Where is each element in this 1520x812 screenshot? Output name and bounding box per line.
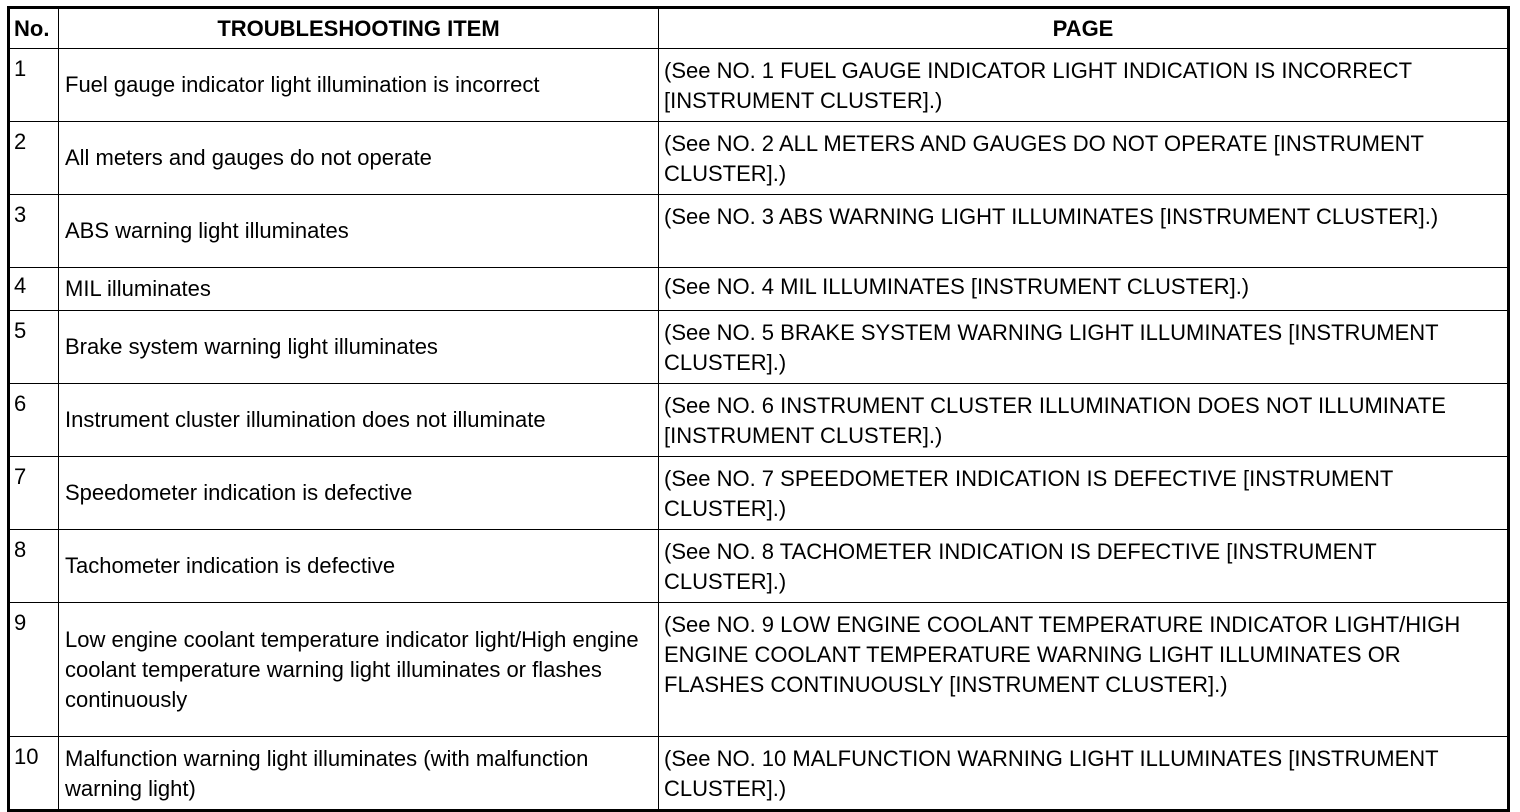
troubleshooting-item: Malfunction warning light illuminates (with malfunction warning light) — [59, 737, 659, 811]
row-number: 5 — [9, 311, 59, 384]
page-reference: (See NO. 10 MALFUNCTION WARNING LIGHT ILLUMINATES [INSTRUMENT CLUSTER].) — [659, 737, 1509, 811]
table-row — [9, 737, 1509, 811]
troubleshooting-item: All meters and gauges do not operate — [59, 122, 659, 195]
table-row — [9, 530, 1509, 603]
header-no: No. — [9, 8, 59, 49]
troubleshooting-item: Low engine coolant temperature indicator light/High engine coolant temperature warning light illuminates or flashes continuously — [59, 603, 659, 737]
table-row — [9, 122, 1509, 195]
row-number: 2 — [9, 122, 59, 195]
row-number: 9 — [9, 603, 59, 737]
page-reference: (See NO. 7 SPEEDOMETER INDICATION IS DEFECTIVE [INSTRUMENT CLUSTER].) — [659, 457, 1509, 530]
table-header-row — [9, 8, 1509, 49]
troubleshooting-item: Instrument cluster illumination does not illuminate — [59, 384, 659, 457]
page-reference: (See NO. 9 LOW ENGINE COOLANT TEMPERATURE INDICATOR LIGHT/HIGH ENGINE COOLANT TEMPERATURE WARNING LIGHT ILLUMINATES OR FLASHES CONTINUOUSLY [INSTRUMENT CLUSTER].) — [659, 603, 1509, 737]
table-row — [9, 384, 1509, 457]
troubleshooting-item: ABS warning light illuminates — [59, 195, 659, 268]
header-page: PAGE — [659, 8, 1509, 49]
troubleshooting-sheet — [7, 6, 1510, 812]
row-number: 6 — [9, 384, 59, 457]
page-reference: (See NO. 3 ABS WARNING LIGHT ILLUMINATES [INSTRUMENT CLUSTER].) — [659, 195, 1509, 268]
row-number: 8 — [9, 530, 59, 603]
troubleshooting-item: Brake system warning light illuminates — [59, 311, 659, 384]
table-row — [9, 311, 1509, 384]
table-row — [9, 195, 1509, 268]
page-reference: (See NO. 1 FUEL GAUGE INDICATOR LIGHT INDICATION IS INCORRECT [INSTRUMENT CLUSTER].) — [659, 49, 1509, 122]
page-reference: (See NO. 8 TACHOMETER INDICATION IS DEFECTIVE [INSTRUMENT CLUSTER].) — [659, 530, 1509, 603]
row-number: 1 — [9, 49, 59, 122]
row-number: 4 — [9, 268, 59, 311]
page-reference: (See NO. 2 ALL METERS AND GAUGES DO NOT OPERATE [INSTRUMENT CLUSTER].) — [659, 122, 1509, 195]
page-reference: (See NO. 5 BRAKE SYSTEM WARNING LIGHT ILLUMINATES [INSTRUMENT CLUSTER].) — [659, 311, 1509, 384]
table-row — [9, 457, 1509, 530]
row-number: 10 — [9, 737, 59, 811]
row-number: 7 — [9, 457, 59, 530]
page-reference: (See NO. 6 INSTRUMENT CLUSTER ILLUMINATION DOES NOT ILLUMINATE [INSTRUMENT CLUSTER].) — [659, 384, 1509, 457]
table-row — [9, 603, 1509, 737]
troubleshooting-item: Speedometer indication is defective — [59, 457, 659, 530]
troubleshooting-table — [7, 6, 1510, 812]
header-troubleshooting-item: TROUBLESHOOTING ITEM — [59, 8, 659, 49]
table-row — [9, 268, 1509, 311]
table-row — [9, 49, 1509, 122]
page-reference: (See NO. 4 MIL ILLUMINATES [INSTRUMENT CLUSTER].) — [659, 268, 1509, 311]
troubleshooting-item: MIL illuminates — [59, 268, 659, 311]
troubleshooting-item: Fuel gauge indicator light illumination is incorrect — [59, 49, 659, 122]
troubleshooting-item: Tachometer indication is defective — [59, 530, 659, 603]
row-number: 3 — [9, 195, 59, 268]
